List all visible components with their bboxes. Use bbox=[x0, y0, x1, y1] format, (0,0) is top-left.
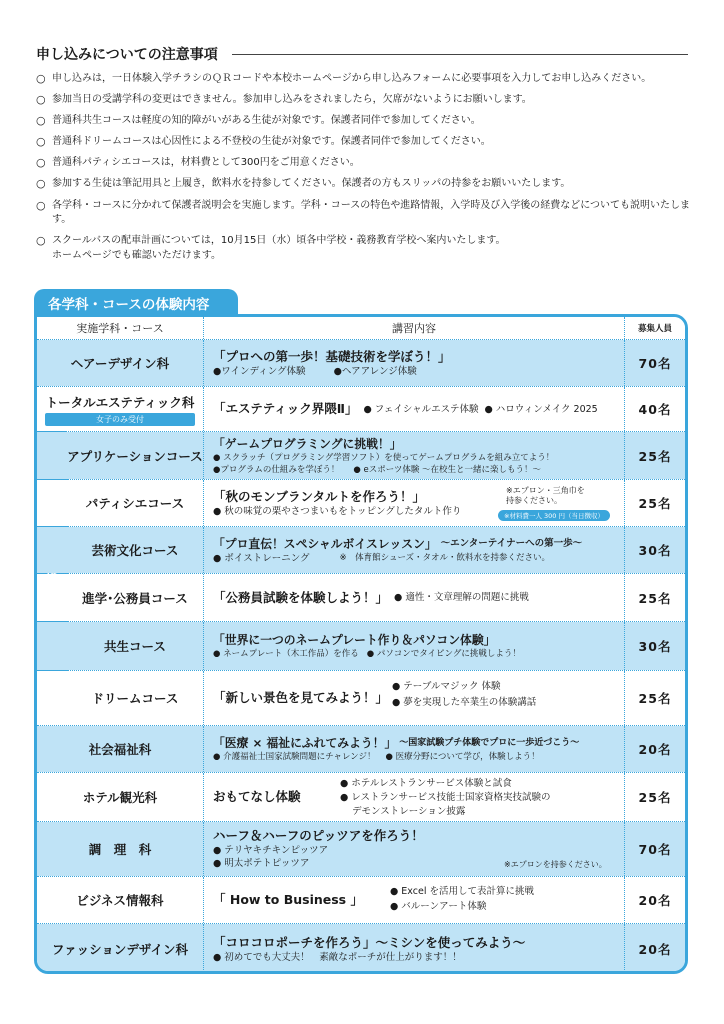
circle-bullet-icon: ○ bbox=[36, 93, 46, 107]
circle-bullet-icon: ○ bbox=[36, 114, 46, 128]
table-row bbox=[37, 726, 685, 772]
course-name: ファッションデザイン科 bbox=[51, 942, 189, 957]
table-row bbox=[37, 877, 685, 923]
notice-item: ○ スクールバスの配車計画については，10月15日（水）頃各中学校・義務教育学校へ案内いたします。 ホームページでも確認いただけます。 bbox=[36, 234, 696, 263]
course-name: 進学･公務員コース bbox=[82, 590, 188, 606]
notice-heading bbox=[36, 44, 688, 64]
table-row bbox=[37, 671, 685, 725]
table-row bbox=[37, 622, 685, 670]
course-name: アプリケーションコース bbox=[67, 448, 203, 464]
capacity: 70名 bbox=[638, 842, 672, 857]
course-content: 「公務員試験を体験しよう！」 ● 適性・文章理解の問題に挑戦 bbox=[203, 574, 625, 621]
course-content: 「プロ直伝！スペシャルボイスレッスン」 〜エンターテイナーへの第一歩〜 ● ボイストレーニング ※ 体育館シューズ・タオル・飲料水を持参ください。 bbox=[203, 527, 625, 573]
section-title-tab: 各学科・コースの体験内容 bbox=[34, 289, 238, 316]
course-name: 調 理 科 bbox=[88, 842, 152, 857]
capacity: 30名 bbox=[638, 543, 672, 558]
table-row bbox=[37, 822, 685, 876]
course-name: 共生コース bbox=[104, 639, 166, 654]
capacity: 30名 bbox=[638, 639, 672, 654]
table-row bbox=[37, 773, 685, 821]
header-content: 講習内容 bbox=[203, 317, 625, 339]
table-row bbox=[37, 924, 685, 974]
table-row bbox=[37, 432, 685, 479]
notice-item: ○ 各学科・コースに分かれて保護者説明会を実施します。学科・コースの特色や進路情報，入学時及び入学後の経費などについても説明いたします。 bbox=[36, 199, 696, 228]
course-content: 「 How to Business 」 ● Excel を活用して表計算に挑戦 ● バルーンアート体験 bbox=[203, 877, 625, 923]
notice-item: ○ 参加する生徒は筆記用具と上履き，飲料水を持参してください。保護者の方もスリッパの持参をお願いいたします。 bbox=[36, 177, 571, 191]
course-content: 「秋のモンブランタルトを作ろう！」 ● 秋の味覚の栗やさつまいもをトッピングしたタルト作り ※エプロン・三角巾を 持参ください。 ※材料費一人 300 円（当日徴収） bbox=[203, 480, 625, 526]
capacity: 25名 bbox=[638, 590, 672, 606]
notice-item: ○ 参加当日の受講学科の変更はできません。参加申し込みをされましたら，欠席がないようにお願いします。 bbox=[36, 93, 532, 107]
notice-item: ○ 普通科ドリームコースは心因性による不登校の生徒が対象です。保護者同伴で参加してください。 bbox=[36, 135, 491, 149]
table-row bbox=[37, 387, 685, 431]
girls-only-badge: 女子のみ受付 bbox=[45, 413, 195, 426]
course-content: 「プロへの第一歩！基礎技術を学ぼう！」 ●ワインディング体験 ●ヘアアレンジ体験 bbox=[203, 340, 625, 386]
notice-item: ○ 普通科共生コースは軽度の知的障がいがある生徒が対象です。保護者同伴で参加してください。 bbox=[36, 114, 481, 128]
capacity: 25名 bbox=[638, 691, 672, 706]
table-row bbox=[37, 527, 685, 573]
circle-bullet-icon: ○ bbox=[36, 234, 46, 248]
capacity: 70名 bbox=[638, 356, 672, 371]
course-name: ヘアーデザイン科 bbox=[70, 356, 170, 371]
capacity: 40名 bbox=[638, 402, 672, 417]
course-content: 「世界に一つのネームプレート作り＆パソコン体験」 ● ネームプレート（木工作品）を作る ● パソコンでタイピングに挑戦しよう！ bbox=[203, 622, 625, 670]
course-content: 「エステティック界隈Ⅱ」 ● フェイシャルエステ体験 ● ハロウィンメイク 2025 bbox=[203, 387, 625, 431]
table-row bbox=[37, 574, 685, 621]
heading-rule bbox=[232, 54, 688, 55]
course-name: 社会福祉科 bbox=[88, 742, 152, 757]
table-header bbox=[37, 317, 685, 339]
notice-item: ○ 普通科パティシエコースは，材料費として300円をご用意ください。 bbox=[36, 156, 360, 170]
header-capacity: 募集人員 bbox=[637, 324, 672, 334]
course-name: ビジネス情報科 bbox=[76, 893, 164, 908]
course-name: トータルエステティック科 bbox=[45, 395, 195, 410]
circle-bullet-icon: ○ bbox=[36, 135, 46, 149]
capacity: 20名 bbox=[638, 893, 672, 908]
capacity: 25名 bbox=[638, 790, 672, 805]
course-table bbox=[34, 314, 688, 974]
notice-title: 申し込みについての注意事項 bbox=[36, 47, 218, 63]
capacity: 20名 bbox=[638, 742, 672, 757]
apron-note: ※エプロン・三角巾を 持参ください。 bbox=[506, 486, 585, 505]
course-name: ドリームコース bbox=[91, 691, 179, 706]
capacity: 25名 bbox=[638, 496, 672, 511]
circle-bullet-icon: ○ bbox=[36, 72, 46, 85]
circle-bullet-icon: ○ bbox=[36, 156, 46, 170]
capacity: 25名 bbox=[638, 448, 672, 464]
course-name: 芸術文化コース bbox=[91, 543, 179, 558]
fee-badge: ※材料費一人 300 円（当日徴収） bbox=[498, 510, 610, 521]
notice-item: ○ 申し込みは，一日体験入学チラシのＱＲコードや本校ホームページから申し込みフォームに必要事項を入力してお申し込みください。 bbox=[36, 72, 652, 85]
course-content: 「医療 × 福祉にふれてみよう！」 〜国家試験プチ体験でプロに一歩近づこう〜 ● 介護福祉士国家試験問題にチャレンジ！ ● 医療分野について学び，体験しよう！ bbox=[203, 726, 625, 772]
course-content: 「コロコロポーチを作ろう」〜ミシンを使ってみよう〜 ● 初めてでも大丈夫！ 素敵なポーチが仕上がります！！ bbox=[203, 924, 625, 974]
course-name: パティシエコース bbox=[85, 496, 185, 511]
course-content: 「ゲームプログラミングに挑戦！」 ● スクラッチ（プログラミング学習ソフト）を使ってゲームプログラムを組み立てよう！ ●プログラムの仕組みを学ぼう！ ● eスポーツ体験 〜在校生と一緒に楽しもう！〜 bbox=[203, 432, 625, 479]
circle-bullet-icon: ○ bbox=[36, 177, 46, 191]
circle-bullet-icon: ○ bbox=[36, 198, 46, 212]
capacity: 20名 bbox=[638, 942, 672, 957]
course-content: 「新しい景色を見てみよう！」 ● テーブルマジック 体験 ● 夢を実現した卒業生の体験講話 bbox=[203, 671, 625, 725]
course-content: ハーフ＆ハーフのピッツアを作ろう！ ● テリヤキチキンピッツア ● 明太ポテトピッツア ※エプロンを持参ください。 bbox=[203, 822, 625, 876]
table-row bbox=[37, 340, 685, 386]
apron-note: ※エプロンを持参ください。 bbox=[504, 860, 607, 869]
table-row bbox=[37, 480, 685, 526]
course-name: ホテル観光科 bbox=[82, 790, 158, 805]
notice-list bbox=[36, 72, 696, 270]
header-course: 実施学科・コース bbox=[76, 322, 164, 335]
course-content: おもてなし体験 ● ホテルレストランサービス体験と試食 ● レストランサービス技能士国家資格実技試験の デモンストレーション披露 bbox=[203, 773, 625, 821]
